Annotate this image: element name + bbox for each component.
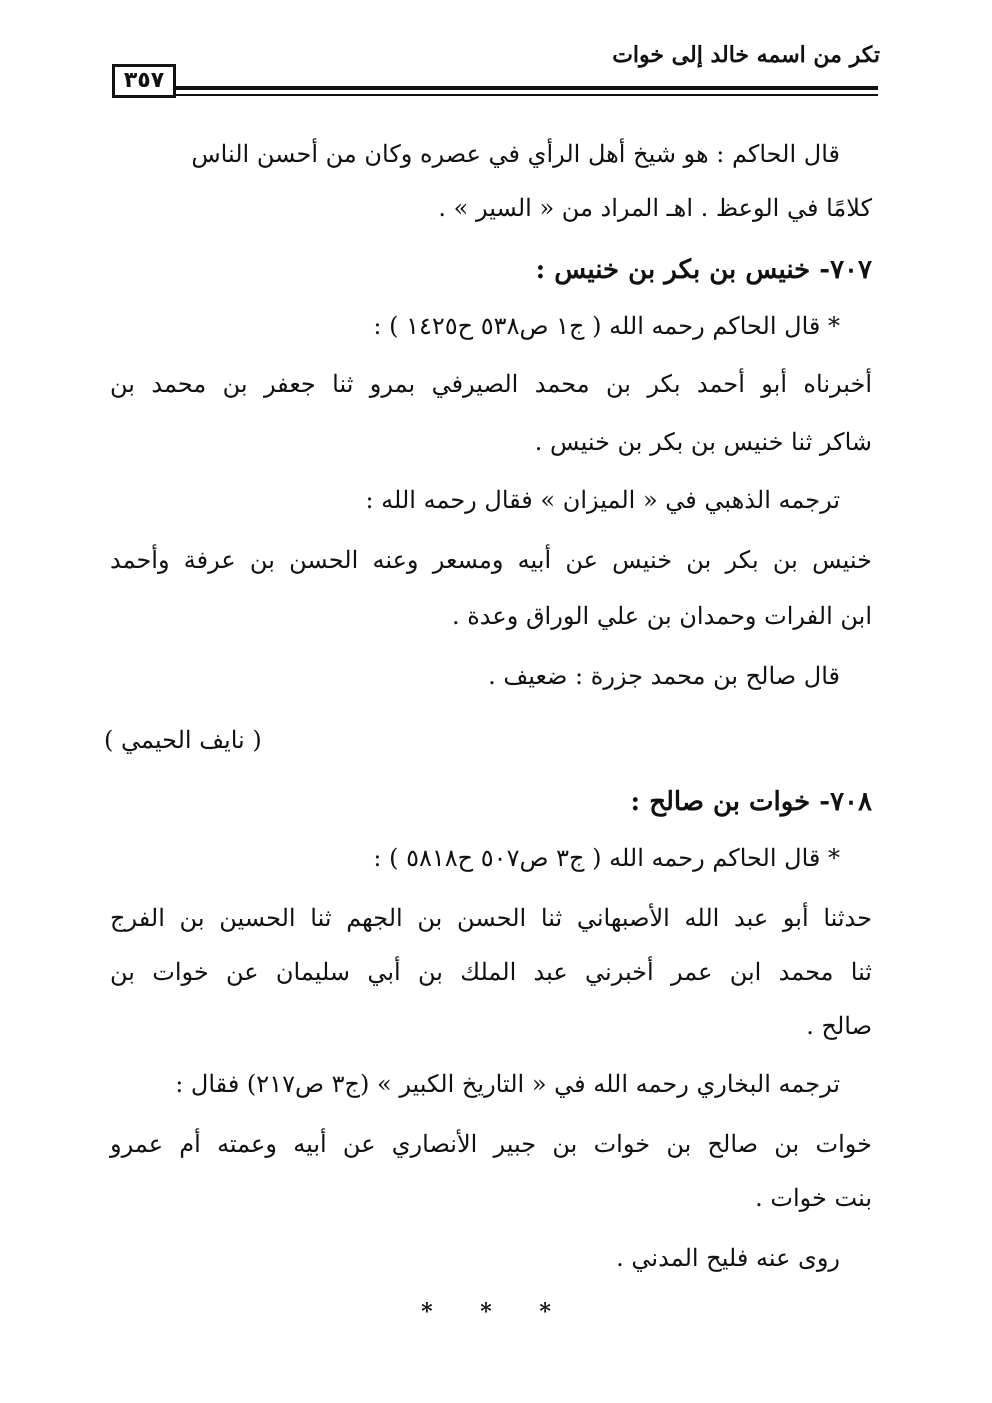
text-line: كلامًا في الوعظ . اهـ المراد من « السير » . bbox=[438, 194, 872, 222]
section-end-stars: * * * bbox=[421, 1299, 571, 1325]
text-line: قال صالح بن محمد جزرة : ضعيف . bbox=[488, 662, 840, 690]
header-rule-thin bbox=[176, 94, 878, 96]
text-line: ترجمه الذهبي في « الميزان » فقال رحمه الله : bbox=[365, 486, 840, 514]
text-line: * قال الحاكم رحمه الله ( ج١ ص٥٣٨ ح١٤٢٥ ) : bbox=[373, 312, 840, 340]
text-line: بنت خوات . bbox=[755, 1184, 872, 1212]
text-line: خنيس بن بكر بن خنيس عن أبيه ومسعر وعنه الحسن بن عرفة وأحمد bbox=[110, 546, 872, 574]
text-line: ترجمه البخاري رحمه الله في « التاريخ الكبير » (ج٣ ص٢١٧) فقال : bbox=[175, 1070, 840, 1098]
author-signature: ( نايف الحيمي ) bbox=[104, 726, 262, 754]
text-line: أخبرناه أبو أحمد بكر بن محمد الصيرفي بمرو ثنا جعفر بن محمد بن bbox=[110, 370, 872, 398]
text-line: ابن الفرات وحمدان بن علي الوراق وعدة . bbox=[451, 602, 872, 630]
entry-heading-707: ٧٠٧- خنيس بن بكر بن خنيس : bbox=[535, 255, 872, 285]
text-line: شاكر ثنا خنيس بن بكر بن خنيس . bbox=[534, 428, 872, 456]
entry-heading-708: ٧٠٨- خوات بن صالح : bbox=[630, 787, 872, 817]
page-number: ٣٥٧ bbox=[112, 64, 176, 98]
running-header-title: تكر من اسمه خالد إلى خوات bbox=[612, 42, 880, 68]
text-line: روى عنه فليح المدني . bbox=[616, 1244, 840, 1272]
text-line: حدثنا أبو عبد الله الأصبهاني ثنا الحسن بن الجهم ثنا الحسين بن الفرج bbox=[110, 904, 872, 932]
text-line: * قال الحاكم رحمه الله ( ج٣ ص٥٠٧ ح٥٨١٨ ) : bbox=[373, 844, 840, 872]
text-line: ثنا محمد ابن عمر أخبرني عبد الملك بن أبي سليمان عن خوات بن bbox=[110, 958, 872, 986]
text-line: قال الحاكم : هو شيخ أهل الرأي في عصره وكان من أحسن الناس bbox=[191, 140, 840, 168]
text-line: صالح . bbox=[806, 1012, 872, 1040]
text-line: خوات بن صالح بن خوات بن جبير الأنصاري عن أبيه وعمته أم عمرو bbox=[110, 1130, 872, 1158]
header-rule-thick bbox=[176, 86, 878, 90]
